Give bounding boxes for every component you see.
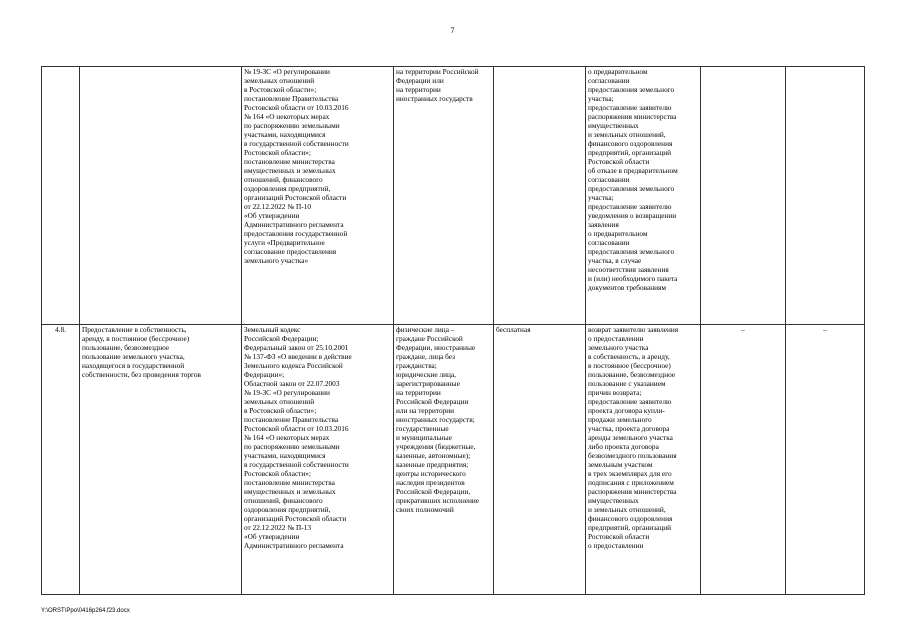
footer-file-path: Y:\ORST\Ppo\0416p264.f23.docx <box>41 608 130 614</box>
cell-result: о предварительном согласовании предоставления земельного участка; предоставление заявителю распоряжения министерства имущественных и земельных отношений, финансового оздоровления предприятий, организаций Ростовской области об отказе в предварительном согласовании предоставления земельного участка; предоставление заявителю уведомления о возвращении заявления о предварительном согласовании предоставления земельного участка, в случае несоответствия заявления и (или) необходимого пакета документов требованиям <box>586 67 701 325</box>
cell-col7: – <box>701 325 786 595</box>
services-table <box>41 66 865 595</box>
cell-legal-basis: № 19-ЗС «О регулировании земельных отношений в Ростовской области»; постановление Правительства Ростовской области от 10.03.2016 № 164 «О некоторых мерах по распоряжению земельными участками, находящимися в государственной собственности Ростовской области»; постановление министерства имущественных и земельных отношений, финансового оздоровления предприятий, организаций Ростовской области от 22.12.2022 № П-10 «Об утверждении Административного регламента предоставления государственной услуги «Предварительное согласование предоставления земельного участка» <box>242 67 394 325</box>
cell-col8 <box>786 67 865 325</box>
table-row <box>42 325 865 595</box>
cell-col8: – <box>786 325 865 595</box>
cell-fee <box>494 67 586 325</box>
cell-number: 4.8. <box>42 325 80 595</box>
cell-number <box>42 67 80 325</box>
cell-service-name <box>80 67 242 325</box>
cell-fee: бесплатная <box>494 325 586 595</box>
cell-applicants: на территории Российской Федерации или на территории иностранных государств <box>394 67 494 325</box>
page-number: 7 <box>450 26 455 35</box>
cell-applicants: физические лица – граждане Российской Федерации, иностранные граждане, лица без гражданства; юридические лица, зарегистрированные на территории Российской Федерации или на территории иностранных государств; государственные и муниципальные учреждения (бюджетные, казенные, автономные); казенные предприятия; центры исторического наследия президентов Российской Федерации, прекративших исполнение своих полномочий <box>394 325 494 595</box>
table-row <box>42 67 865 325</box>
cell-col7 <box>701 67 786 325</box>
cell-legal-basis: Земельный кодекс Российской Федерации; Федеральный закон от 25.10.2001 № 137-ФЗ «О введении в действие Земельного кодекса Российской Федерации»; Областной закон от 22.07.2003 № 19-ЗС «О регулировании земельных отношений в Ростовской области»; постановление Правительства Ростовской области от 10.03.2016 № 164 «О некоторых мерах по распоряжению земельными участками, находящимися в государственной собственности Ростовской области»; постановление министерства имущественных и земельных отношений, финансового оздоровления предприятий, организаций Ростовской области от 22.12.2022 № П-13 «Об утверждении Административного регламента <box>242 325 394 595</box>
cell-service-name: Предоставление в собственность, аренду, в постоянное (бессрочное) пользование, безвозмездное пользование земельного участка, находящегося в государственной собственности, без проведения торгов <box>80 325 242 595</box>
cell-result: возврат заявителю заявления о предоставлении земельного участка в собственность, в аренду, в постоянное (бессрочное) пользование, безвозмездное пользование с указанием причин возврата; предоставление заявителю проекта договора купли- продажи земельного участка, проекта договора аренды земельного участка либо проекта договора безвозмездного пользования земельным участком в трех экземплярах для его подписания с приложением распоряжения министерства имущественных и земельных отношений, финансового оздоровления предприятий, организаций Ростовской области о предоставлении <box>586 325 701 595</box>
